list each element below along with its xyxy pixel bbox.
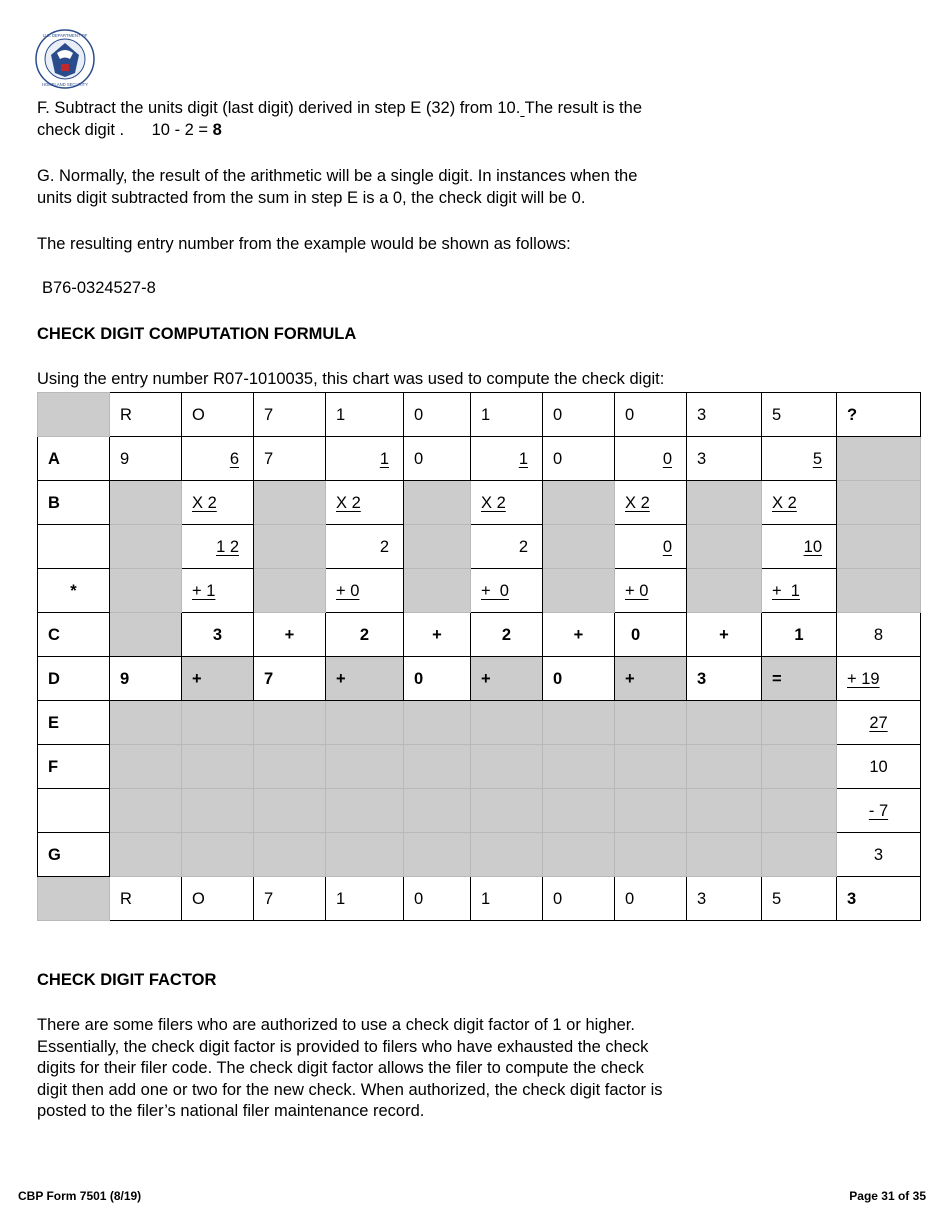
footer-cell: 1	[471, 877, 543, 921]
header-cell: 1	[326, 393, 404, 437]
shaded-cell	[254, 525, 326, 569]
entry-number: B76-0324527-8	[42, 279, 156, 297]
step-g-paragraph	[37, 166, 637, 209]
shaded-cell	[543, 481, 615, 525]
shaded-cell	[543, 569, 615, 613]
shaded-cell	[837, 481, 921, 525]
row-c-cell: 2	[326, 613, 404, 657]
header-cell: R	[110, 393, 182, 437]
footer-cell: 3	[687, 877, 762, 921]
row-label: B	[38, 481, 110, 525]
shaded-cell	[110, 569, 182, 613]
footer-cell: 1	[326, 877, 404, 921]
table-row-a	[38, 437, 921, 481]
row-d-total: + 19	[837, 657, 921, 701]
row-f-total: 10	[837, 745, 921, 789]
product-cell: 2	[471, 525, 543, 569]
shaded-cell	[837, 525, 921, 569]
page-number: Page 31 of 35	[849, 1189, 926, 1203]
step-f-paragraph	[37, 98, 642, 141]
row-b-cell: X 2	[182, 481, 254, 525]
row-d-operator: +	[326, 657, 404, 701]
svg-text:U.S. DEPARTMENT OF: U.S. DEPARTMENT OF	[42, 33, 88, 38]
table-row-f	[38, 745, 921, 789]
row-a-cell: 1	[326, 437, 404, 481]
shaded-cell	[837, 569, 921, 613]
row-label: C	[38, 613, 110, 657]
row-b-cell: X 2	[615, 481, 687, 525]
factor-heading: CHECK DIGIT FACTOR	[37, 971, 217, 989]
row-a-cell: 6	[182, 437, 254, 481]
table-corner-cell	[38, 877, 110, 921]
header-check-digit-cell: ?	[837, 393, 921, 437]
row-d-equals: =	[762, 657, 837, 701]
row-label: F	[38, 745, 110, 789]
footer-cell: R	[110, 877, 182, 921]
shaded-cell	[110, 613, 182, 657]
row-c-cell: +	[404, 613, 471, 657]
row-label: *	[38, 569, 110, 613]
star-cell: + 0	[326, 569, 404, 613]
row-c-total: 8	[837, 613, 921, 657]
row-d-operator: +	[471, 657, 543, 701]
step-f-line1: F. Subtract the units digit (last digit) derived in step E (32) from 10.	[37, 99, 521, 117]
svg-text:HOMELAND SECURITY: HOMELAND SECURITY	[41, 82, 89, 87]
row-c-cell: 1	[762, 613, 837, 657]
star-cell: + 0	[471, 569, 543, 613]
step-f-result: 8	[212, 120, 222, 139]
row-a-cell: 1	[471, 437, 543, 481]
row-f2-total: - 7	[837, 789, 921, 833]
row-b-cell: X 2	[471, 481, 543, 525]
row-label: A	[38, 437, 110, 481]
row-d-cell: 0	[404, 657, 471, 701]
row-label-empty	[38, 789, 110, 833]
product-cell: 10	[762, 525, 837, 569]
header-cell: O	[182, 393, 254, 437]
factor-line: Essentially, the check digit factor is provided to filers who have exhausted the check	[37, 1037, 649, 1056]
dhs-seal-logo	[35, 29, 95, 89]
star-cell: + 1	[762, 569, 837, 613]
row-a-cell: 0	[543, 437, 615, 481]
shaded-cell	[687, 525, 762, 569]
star-cell: + 0	[615, 569, 687, 613]
step-g-line2: units digit subtracted from the sum in step E is a 0, the check digit will be 0.	[37, 188, 586, 207]
row-a-cell: 3	[687, 437, 762, 481]
row-e-total: 27	[837, 701, 921, 745]
factor-paragraph	[37, 1015, 663, 1123]
row-c-cell: +	[543, 613, 615, 657]
step-g-line1: G. Normally, the result of the arithmetic will be a single digit. In instances when the	[37, 167, 638, 185]
table-corner-cell	[38, 393, 110, 437]
row-c-cell: 0	[615, 613, 687, 657]
table-row-products	[38, 525, 921, 569]
product-cell: 2	[326, 525, 404, 569]
footer-check-digit-cell: 3	[837, 877, 921, 921]
row-b-cell: X 2	[326, 481, 404, 525]
table-row-e	[38, 701, 921, 745]
shaded-cell	[110, 481, 182, 525]
row-c-cell: +	[687, 613, 762, 657]
product-cell: 1 2	[182, 525, 254, 569]
row-d-cell: 9	[110, 657, 182, 701]
row-a-cell: 0	[404, 437, 471, 481]
row-d-operator: +	[182, 657, 254, 701]
row-a-cell: 7	[254, 437, 326, 481]
row-b-cell: X 2	[762, 481, 837, 525]
footer-cell: 7	[254, 877, 326, 921]
table-footer-row	[38, 877, 921, 921]
row-d-cell: 3	[687, 657, 762, 701]
row-label: D	[38, 657, 110, 701]
star-cell: + 1	[182, 569, 254, 613]
step-f-line2: check digit . 10 - 2 =	[37, 120, 213, 139]
row-c-cell: 3	[182, 613, 254, 657]
shaded-cell	[404, 525, 471, 569]
row-c-cell: +	[254, 613, 326, 657]
header-cell: 0	[404, 393, 471, 437]
row-d-cell: 7	[254, 657, 326, 701]
factor-line: digits for their filer code. The check digit factor allows the filer to compute the check	[37, 1059, 644, 1077]
shaded-cell	[110, 525, 182, 569]
shaded-cell	[687, 481, 762, 525]
header-cell: 0	[543, 393, 615, 437]
footer-cell: 0	[404, 877, 471, 921]
row-a-cell: 5	[762, 437, 837, 481]
row-label: E	[38, 701, 110, 745]
step-f-line1-tail: The result is the	[524, 99, 642, 117]
footer-cell: 0	[543, 877, 615, 921]
row-d-cell: 0	[543, 657, 615, 701]
factor-line: posted to the filer’s national filer maintenance record.	[37, 1102, 425, 1120]
product-cell: 0	[615, 525, 687, 569]
table-row-f2	[38, 789, 921, 833]
formula-heading: CHECK DIGIT COMPUTATION FORMULA	[37, 325, 357, 343]
form-number: CBP Form 7501 (8/19)	[18, 1189, 142, 1203]
shaded-cell	[687, 569, 762, 613]
table-row-b	[38, 481, 921, 525]
factor-line: digit then add one or two for the new check. When authorized, the check digit factor is	[37, 1080, 663, 1099]
row-d-operator: +	[615, 657, 687, 701]
table-row-c	[38, 613, 921, 657]
shaded-cell	[404, 569, 471, 613]
shaded-cell	[254, 569, 326, 613]
row-c-cell: 2	[471, 613, 543, 657]
header-cell: 1	[471, 393, 543, 437]
header-cell: 7	[254, 393, 326, 437]
footer-cell: O	[182, 877, 254, 921]
shaded-cell	[404, 481, 471, 525]
footer-cell: 5	[762, 877, 837, 921]
row-label: G	[38, 833, 110, 877]
row-a-cell: 9	[110, 437, 182, 481]
row-a-cell: 0	[615, 437, 687, 481]
shaded-cell	[543, 525, 615, 569]
table-row-d	[38, 657, 921, 701]
header-cell: 5	[762, 393, 837, 437]
table-header-row	[38, 393, 921, 437]
header-cell: 0	[615, 393, 687, 437]
row-label-empty	[38, 525, 110, 569]
shaded-cell	[254, 481, 326, 525]
row-g-total: 3	[837, 833, 921, 877]
footer-cell: 0	[615, 877, 687, 921]
resulting-entry-text: The resulting entry number from the example would be shown as follows:	[37, 235, 571, 253]
shaded-cell	[837, 437, 921, 481]
formula-intro: Using the entry number R07-1010035, this chart was used to compute the check digit:	[37, 370, 665, 388]
table-row-star	[38, 569, 921, 613]
check-digit-table	[37, 392, 921, 921]
header-cell: 3	[687, 393, 762, 437]
factor-line: There are some filers who are authorized to use a check digit factor of 1 or higher.	[37, 1016, 635, 1034]
table-row-g	[38, 833, 921, 877]
